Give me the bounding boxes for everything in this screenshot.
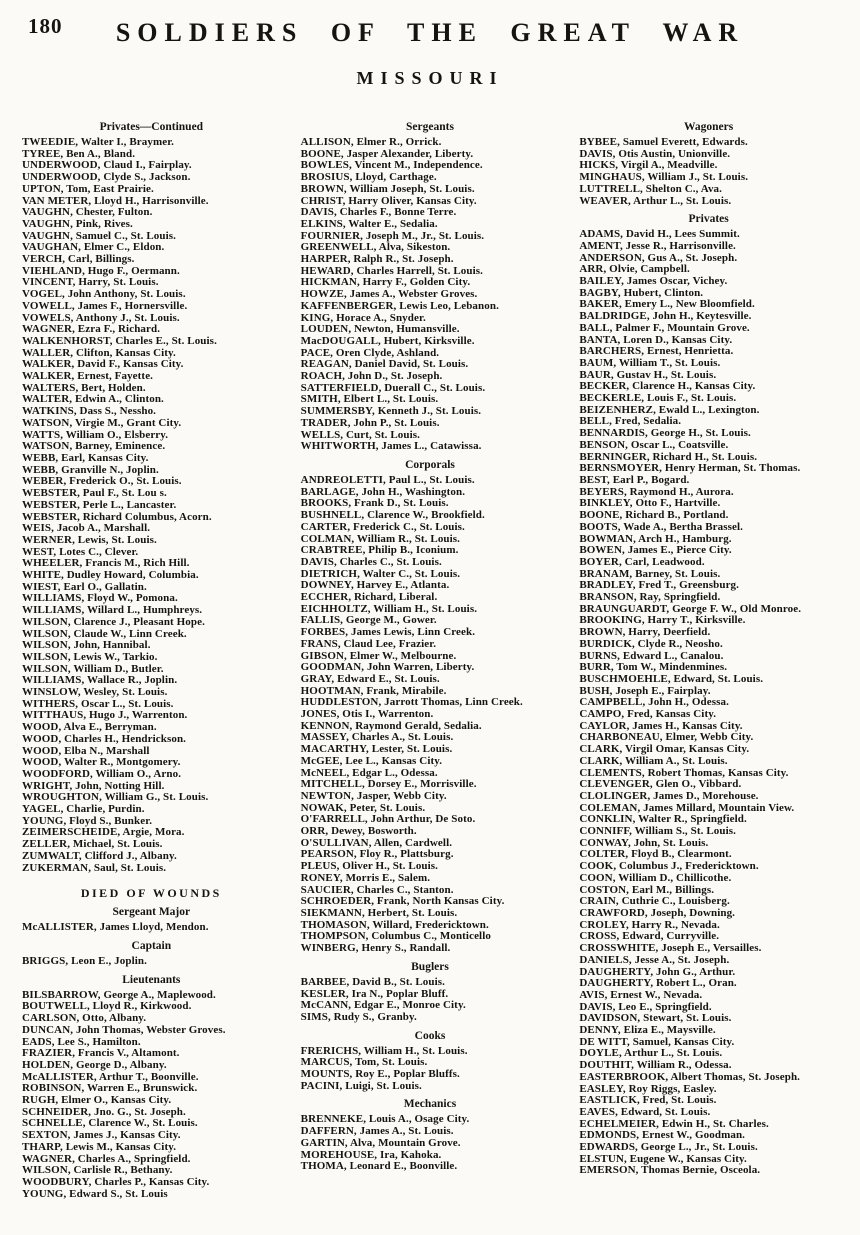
roster-entry: COLMAN, William R., St. Louis.: [300, 532, 461, 545]
roster-entry: BUSHNELL, Clarence W., Brookfield.: [300, 509, 485, 522]
roster-entry: BENSON, Oscar L., Coatsville.: [579, 438, 729, 451]
roster-entry: YOUNG, Floyd S., Bunker.: [22, 814, 153, 827]
column-3: [579, 115, 838, 1177]
roster-entry: BILSBARROW, George A., Maplewood.: [22, 988, 216, 1001]
roster-entry: BELL, Fred, Sedalia.: [579, 415, 682, 428]
roster-entry: DANIELS, Jesse A., St. Joseph.: [579, 953, 730, 966]
roster-entry: UNDERWOOD, Claud I., Fairplay.: [22, 159, 192, 172]
roster-entry: YAGEL, Charlie, Purdin.: [22, 803, 145, 816]
roster-entry: SIMS, Rudy S., Granby.: [300, 1010, 417, 1023]
roster-entry: FRANS, Claud Lee, Frazier.: [300, 637, 437, 650]
roster-entry: DUNCAN, John Thomas, Webster Groves.: [22, 1023, 226, 1036]
roster-entry: KAFFENBERGER, Lewis Leo, Lebanon.: [300, 299, 499, 312]
roster-entry: BURNS, Edward L., Canalou.: [579, 649, 724, 662]
roster-entry: THOMA, Leonard E., Boonville.: [300, 1160, 458, 1173]
roster-entry: WATSON, Virgie M., Grant City.: [22, 416, 182, 429]
roster-entry: WEAVER, Arthur L., St. Louis.: [579, 194, 732, 207]
roster-entry: WALKER, David F., Kansas City.: [22, 358, 184, 371]
roster-entry: BRADLEY, Fred T., Greensburg.: [579, 579, 739, 592]
roster-entry: ELSTUN, Eugene W., Kansas City.: [579, 1152, 747, 1165]
roster-entry: McALLISTER, Arthur T., Boonville.: [22, 1070, 199, 1083]
page-header: [14, 12, 846, 89]
roster-entry: CONKLIN, Walter R., Springfield.: [579, 813, 747, 826]
rank-heading: Buglers: [411, 960, 449, 973]
roster-entry: FALLIS, George M., Gower.: [300, 614, 437, 627]
roster-entry: ZELLER, Michael, St. Louis.: [22, 838, 163, 851]
rank-heading: Privates—Continued: [99, 121, 204, 133]
roster-entry: GARTIN, Alva, Mountain Grove.: [300, 1136, 461, 1149]
roster-entry: BOWEN, James E., Pierce City.: [579, 544, 732, 557]
roster-entry: DOYLE, Arthur L., St. Louis.: [579, 1047, 723, 1060]
roster-entry: ADAMS, David H., Lees Summit.: [579, 228, 740, 241]
roster-entry: ELKINS, Walter E., Sedalia.: [300, 217, 438, 230]
roster-entry: CARLSON, Otto, Albany.: [22, 1012, 147, 1025]
roster-entry: DAVIS, Otis Austin, Unionville.: [579, 147, 731, 160]
roster-entry: UNDERWOOD, Clyde S., Jackson.: [22, 171, 191, 184]
roster-entry: WINSLOW, Wesley, St. Louis.: [22, 686, 168, 699]
roster-entry: McCANN, Edgar E., Monroe City.: [300, 999, 466, 1012]
roster-entry: WEIS, Jacob A., Marshall.: [22, 522, 151, 535]
roster-entry: BEYERS, Raymond H., Aurora.: [579, 485, 734, 498]
roster-entry: WEBSTER, Paul F., St. Lou s.: [22, 487, 167, 500]
roster-entry: BEST, Earl P., Bogard.: [579, 473, 690, 486]
roster-entry: WOOD, Charles H., Hendrickson.: [22, 732, 187, 745]
roster-entry: PACINI, Luigi, St. Louis.: [300, 1079, 422, 1092]
roster-entry: WALKER, Ernest, Fayette.: [22, 370, 154, 383]
rank-heading: Privates: [688, 213, 729, 226]
roster-entry: BECKER, Clarence H., Kansas City.: [579, 380, 756, 393]
roster-entry: SEXTON, James J., Kansas City.: [22, 1129, 181, 1142]
roster-entry: WOODFORD, William O., Arno.: [22, 767, 182, 780]
roster-entry: PACE, Oren Clyde, Ashland.: [300, 346, 440, 359]
roster-entry: UPTON, Tom, East Prairie.: [22, 182, 154, 195]
roster-entry: BOWMAN, Arch H., Hamburg.: [579, 532, 732, 545]
roster-entry: VAUGHN, Chester, Fulton.: [22, 206, 153, 219]
roster-entry: McGEE, Lee L., Kansas City.: [300, 754, 443, 767]
roster-entry: DAVIS, Charles C., St. Louis.: [300, 555, 442, 568]
roster-entry: BAUR, Gustav H., St. Louis.: [579, 368, 717, 381]
roster-entry: ECHELMEIER, Edwin H., St. Charles.: [579, 1117, 769, 1130]
roster-entry: COSTON, Earl M., Billings.: [579, 883, 715, 896]
roster-entry: DAVIS, Charles F., Bonne Terre.: [300, 206, 457, 219]
roster-entry: FRERICHS, William H., St. Louis.: [300, 1044, 468, 1057]
roster-entry: BROWN, Harry, Deerfield.: [579, 626, 711, 639]
rank-heading: Lieutenants: [122, 973, 181, 986]
roster-entry: SCHROEDER, Frank, North Kansas City.: [300, 895, 505, 908]
roster-entry: THARP, Lewis M., Kansas City.: [22, 1140, 177, 1153]
roster-entry: BRANAM, Barney, St. Louis.: [579, 567, 721, 580]
roster-entry: DIETRICH, Walter C., St. Louis.: [300, 567, 461, 580]
roster-entry: BAUM, William T., St. Louis.: [579, 356, 721, 369]
roster-entry: KENNON, Raymond Gerald, Sedalia.: [300, 719, 482, 732]
roster-entry: WILSON, John, Hannibal.: [22, 639, 151, 652]
roster-entry: VAUGHAN, Elmer C., Eldon.: [22, 241, 165, 254]
roster-entry: BOUTWELL, Lloyd R., Kirkwood.: [22, 1000, 192, 1013]
roster-entry: WITTHAUS, Hugo J., Warrenton.: [22, 709, 188, 722]
roster-entry: HARPER, Ralph R., St. Joseph.: [300, 253, 454, 266]
roster-entry: BROSIUS, Lloyd, Carthage.: [300, 171, 437, 184]
roster-entry: HOWZE, James A., Webster Groves.: [300, 288, 478, 301]
roster-entry: LUTTRELL, Shelton C., Ava.: [579, 182, 723, 195]
roster-entry: TYREE, Ben A., Bland.: [22, 147, 136, 160]
roster-entry: HOOTMAN, Frank, Mirabile.: [300, 684, 447, 697]
roster-entry: MASSEY, Charles A., St. Louis.: [300, 731, 454, 744]
roster-entry: WILSON, William D., Butler.: [22, 662, 164, 675]
roster-entry: CAYLOR, James H., Kansas City.: [579, 719, 743, 732]
roster-entry: CLOLINGER, James D., Morehouse.: [579, 789, 759, 802]
roster-entry: CRAWFORD, Joseph, Downing.: [579, 907, 736, 919]
roster-entry: McALLISTER, James Lloyd, Mendon.: [22, 921, 209, 934]
roster-entry: WINBERG, Henry S., Randall.: [300, 942, 451, 955]
roster-entry: BALDRIDGE, John H., Keytesville.: [579, 310, 752, 323]
roster-entry: VAUGHN, Samuel C., St. Louis.: [22, 229, 176, 242]
roster-entry: BENNARDIS, George H., St. Louis.: [579, 427, 751, 440]
roster-entry: BARLAGE, John H., Washington.: [300, 485, 466, 498]
roster-entry: WALKENHORST, Charles E., St. Louis.: [22, 334, 217, 347]
roster-entry: BARCHERS, Ernest, Henrietta.: [579, 345, 734, 358]
roster-entry: REAGAN, Daniel David, St. Louis.: [300, 358, 469, 371]
roster-entry: BRANSON, Ray, Springfield.: [579, 591, 721, 604]
page-number: 180: [28, 14, 63, 38]
roster-entry: CRABTREE, Philip B., Iconium.: [300, 544, 459, 557]
roster-entry: WHITWORTH, James L., Catawissa.: [300, 440, 482, 453]
roster-entry: WATKINS, Dass S., Nessho.: [22, 405, 157, 418]
roster-entry: KING, Horace A., Snyder.: [300, 311, 426, 324]
roster-entry: WILSON, Clarence J., Pleasant Hope.: [22, 615, 205, 628]
roster-entry: WOODBURY, Charles P., Kansas City.: [22, 1175, 210, 1188]
roster-entry: ZUMWALT, Clifford J., Albany.: [22, 849, 177, 862]
roster-entry: RUGH, Elmer O., Kansas City.: [22, 1094, 172, 1107]
roster-entry: BROOKING, Harry T., Kirksville.: [579, 614, 746, 627]
rank-heading: Wagoners: [684, 121, 734, 133]
roster-entry: BERNSMOYER, Henry Herman, St. Thomas.: [579, 462, 801, 475]
roster-entry: BECKERLE, Louis F., St. Louis.: [579, 392, 737, 405]
roster-entry: RONEY, Morris E., Salem.: [300, 871, 431, 884]
roster-entry: BRAUNGUARDT, George F. W., Old Monroe.: [579, 602, 802, 615]
roster-entry: YOUNG, Edward S., St. Louis: [22, 1187, 168, 1200]
roster-entry: DAUGHERTY, Robert L., Oran.: [579, 977, 737, 990]
roster-entry: VAUGHN, Pink, Rives.: [22, 217, 133, 230]
roster-entry: WALTERS, Bert, Holden.: [22, 381, 146, 394]
roster-entry: EASLEY, Roy Riggs, Easley.: [579, 1082, 717, 1095]
roster-entry: WILLIAMS, Willard L., Humphreys.: [22, 604, 203, 617]
roster-entry: BROWN, William Joseph, St. Louis.: [300, 182, 475, 195]
column-2: [301, 115, 560, 1173]
roster-entry: BEIZENHERZ, Ewald L., Lexington.: [579, 403, 760, 416]
roster-entry: VIEHLAND, Hugo F., Oermann.: [22, 264, 180, 277]
column-1: [22, 115, 281, 1200]
roster-entry: SCHNEIDER, Jno. G., St. Joseph.: [22, 1105, 186, 1118]
roster-entry: MITCHELL, Dorsey E., Morrisville.: [300, 778, 477, 791]
roster-entry: CAMPBELL, John H., Odessa.: [579, 696, 729, 709]
roster-entry: ROACH, John D., St. Joseph.: [300, 370, 443, 383]
roster-entry: DAFFERN, James A., St. Louis.: [300, 1125, 454, 1138]
roster-entry: WOOD, Elba N., Marshall: [22, 744, 150, 757]
roster-entry: CLARK, Virgil Omar, Kansas City.: [579, 743, 750, 756]
roster-entry: WEBER, Frederick O., St. Louis.: [22, 475, 182, 488]
roster-entry: ANDREOLETTI, Paul L., St. Louis.: [300, 473, 475, 486]
roster-entry: VERCH, Carl, Billings.: [22, 253, 135, 266]
roster-entry: BALL, Palmer F., Mountain Grove.: [579, 321, 750, 334]
rank-heading: Captain: [131, 940, 172, 952]
rank-heading: Sergeants: [406, 121, 454, 133]
roster-entry: SIEKMANN, Herbert, St. Louis.: [300, 907, 458, 919]
roster-entry: WILLIAMS, Wallace R., Joplin.: [22, 674, 178, 687]
roster-entry: BROOKS, Frank D., St. Louis.: [300, 497, 449, 510]
roster-entry: BAGBY, Hubert, Clinton.: [579, 286, 704, 299]
roster-entry: CRAIN, Cuthrie C., Louisberg.: [579, 895, 730, 908]
roster-entry: EAVES, Edward, St. Louis.: [579, 1105, 711, 1118]
rank-heading: Mechanics: [403, 1098, 457, 1111]
roster-entry: WHEELER, Francis M., Rich Hill.: [22, 557, 190, 570]
roster-entry: BERNINGER, Richard H., St. Louis.: [579, 450, 758, 463]
roster-entry: WALTER, Edwin A., Clinton.: [22, 393, 164, 406]
roster-entry: THOMPSON, Columbus C., Monticello: [300, 930, 491, 943]
roster-entry: GOODMAN, John Warren, Liberty.: [300, 661, 475, 674]
roster-columns: [14, 115, 846, 1200]
roster-entry: WEBB, Earl, Kansas City.: [22, 451, 149, 464]
roster-entry: GRAY, Edward E., St. Louis.: [300, 672, 440, 685]
roster-entry: WEST, Lotes C., Clever.: [22, 545, 139, 558]
roster-entry: O'SULLIVAN, Allen, Cardwell.: [300, 836, 453, 849]
roster-entry: WELLS, Curt, St. Louis.: [300, 428, 421, 441]
roster-entry: WILSON, Carlisle R., Bethany.: [22, 1164, 173, 1177]
roster-entry: HOLDEN, George D., Albany.: [22, 1058, 167, 1071]
roster-entry: WERNER, Lewis, St. Louis.: [22, 533, 157, 546]
state-heading: MISSOURI: [356, 68, 504, 88]
roster-entry: BAILEY, James Oscar, Vichey.: [579, 275, 728, 288]
roster-entry: JONES, Otis I., Warrenton.: [300, 708, 434, 721]
roster-entry: WILLIAMS, Floyd W., Pomona.: [22, 592, 178, 605]
roster-entry: TWEEDIE, Walter I., Braymer.: [22, 136, 175, 148]
roster-entry: CLARK, William A., St. Louis.: [579, 754, 728, 767]
roster-entry: WEBSTER, Richard Columbus, Acorn.: [22, 510, 212, 523]
roster-entry: HICKMAN, Harry F., Golden City.: [300, 276, 471, 289]
roster-entry: VOWELS, Anthony J., St. Louis.: [22, 311, 180, 324]
roster-entry: WHITE, Dudley Howard, Columbia.: [22, 569, 199, 582]
roster-entry: BANTA, Loren D., Kansas City.: [579, 333, 733, 346]
roster-entry: AVIS, Ernest W., Nevada.: [579, 988, 703, 1001]
roster-entry: ORR, Dewey, Bosworth.: [300, 825, 417, 838]
roster-entry: NEWTON, Jasper, Webb City.: [300, 789, 447, 802]
roster-entry: ARR, Olvie, Campbell.: [579, 263, 690, 276]
book-title: SOLDIERS OF THE GREAT WAR: [115, 18, 745, 47]
roster-entry: EASTERBROOK, Albert Thomas, St. Joseph.: [579, 1070, 801, 1083]
roster-entry: VINCENT, Harry, St. Louis.: [22, 276, 159, 289]
roster-entry: MINGHAUS, William J., St. Louis.: [579, 171, 749, 184]
roster-entry: DENNY, Eliza E., Maysville.: [579, 1024, 716, 1037]
roster-entry: SCHNELLE, Clarence W., St. Louis.: [22, 1117, 198, 1130]
roster-entry: PEARSON, Floy R., Plattsburg.: [300, 848, 454, 861]
roster-entry: CLEVENGER, Glen O., Vibbard.: [579, 778, 742, 791]
roster-entry: COLTER, Floyd B., Clearmont.: [579, 848, 732, 861]
roster-entry: CLEMENTS, Robert Thomas, Kansas City.: [579, 766, 789, 779]
roster-entry: BOOTS, Wade A., Bertha Brassel.: [579, 520, 743, 533]
roster-entry: BAKER, Emery L., New Bloomfield.: [579, 298, 755, 311]
roster-entry: MACARTHY, Lester, St. Louis.: [300, 743, 453, 756]
roster-entry: WOOD, Alva E., Berryman.: [22, 721, 157, 734]
roster-entry: BURR, Tom W., Mindenmines.: [579, 661, 728, 674]
roster-entry: SMITH, Elbert L., St. Louis.: [300, 393, 439, 406]
roster-entry: EADS, Lee S., Hamilton.: [22, 1035, 141, 1048]
rank-heading: Sergeant Major: [112, 906, 191, 919]
roster-entry: WITHERS, Oscar L., St. Louis.: [22, 697, 174, 710]
roster-entry: BOONE, Jasper Alexander, Liberty.: [300, 147, 474, 160]
section-heading: DIED OF WOUNDS: [80, 886, 222, 901]
roster-entry: BOYER, Carl, Leadwood.: [579, 555, 705, 568]
roster-entry: CROSS, Edward, Curryville.: [579, 930, 720, 943]
roster-entry: CONNIFF, William S., St. Louis.: [579, 825, 736, 838]
roster-entry: EDWARDS, George L., Jr., St. Louis.: [579, 1141, 758, 1154]
roster-entry: DAVIS, Leo E., Springfield.: [579, 1000, 712, 1013]
roster-entry: ROBINSON, Warren E., Brunswick.: [22, 1082, 198, 1095]
roster-entry: COLEMAN, James Millard, Mountain View.: [579, 801, 795, 814]
roster-entry: WIEST, Earl O., Gallatin.: [22, 580, 147, 593]
roster-entry: WATTS, William O., Elsberry.: [22, 428, 169, 441]
roster-entry: EASTLICK, Fred, St. Louis.: [579, 1094, 717, 1107]
roster-entry: VOGEL, John Anthony, St. Louis.: [22, 288, 186, 301]
roster-entry: MOUNTS, Roy E., Poplar Bluffs.: [300, 1068, 460, 1081]
roster-entry: TRADER, John P., St. Louis.: [300, 416, 440, 429]
roster-entry: DOWNEY, Harvey E., Atlanta.: [300, 579, 450, 592]
roster-entry: HICKS, Virgil A., Meadville.: [579, 159, 718, 172]
roster-entry: WRIGHT, John, Notting Hill.: [22, 779, 165, 792]
roster-entry: ALLISON, Elmer R., Orrick.: [300, 136, 442, 148]
roster-entry: VAN METER, Lloyd H., Harrisonville.: [22, 194, 209, 207]
roster-entry: ECCHER, Richard, Liberal.: [300, 591, 438, 604]
roster-entry: LOUDEN, Newton, Humansville.: [300, 323, 460, 336]
roster-entry: BUSCHMOEHLE, Edward, St. Louis.: [579, 672, 764, 685]
roster-entry: WATSON, Barney, Eminence.: [22, 440, 166, 453]
roster-entry: FOURNIER, Joseph M., Jr., St. Louis.: [300, 229, 485, 242]
roster-entry: EICHHOLTZ, William H., St. Louis.: [300, 602, 478, 615]
roster-entry: ANDERSON, Gus A., St. Joseph.: [579, 251, 738, 264]
roster-entry: EDMONDS, Ernest W., Goodman.: [579, 1129, 746, 1142]
roster-entry: COON, William D., Chillicothe.: [579, 871, 732, 884]
roster-entry: MacDOUGALL, Hubert, Kirksville.: [300, 334, 475, 347]
roster-entry: THOMASON, Willard, Fredericktown.: [300, 918, 489, 931]
roster-entry: EMERSON, Thomas Bernie, Osceola.: [579, 1164, 761, 1177]
roster-entry: BRIGGS, Leon E., Joplin.: [22, 955, 147, 967]
roster-entry: BINKLEY, Otto F., Hartville.: [579, 497, 721, 510]
roster-entry: GREENWELL, Alva, Sikeston.: [300, 241, 451, 254]
roster-entry: CONWAY, John, St. Louis.: [579, 836, 709, 849]
roster-entry: CROLEY, Harry R., Nevada.: [579, 918, 720, 931]
roster-entry: BRENNEKE, Louis A., Osage City.: [300, 1113, 470, 1126]
roster-entry: WEBB, Granville N., Joplin.: [22, 463, 159, 476]
roster-entry: MOREHOUSE, Ira, Kahoka.: [300, 1148, 442, 1161]
rank-heading: Corporals: [405, 458, 455, 471]
roster-entry: BARBEE, David B., St. Louis.: [300, 975, 445, 988]
roster-entry: DAUGHERTY, John G., Arthur.: [579, 965, 736, 978]
roster-entry: DOUTHIT, William R., Odessa.: [579, 1059, 732, 1072]
roster-entry: CARTER, Frederick C., St. Louis.: [300, 520, 465, 533]
roster-entry: COOK, Columbus J., Fredericktown.: [579, 860, 759, 873]
roster-entry: AMENT, Jesse R., Harrisonville.: [579, 239, 736, 252]
roster-entry: BOWLES, Vincent M., Independence.: [300, 159, 483, 172]
roster-entry: DE WITT, Samuel, Kansas City.: [579, 1035, 735, 1048]
roster-entry: BYBEE, Samuel Everett, Edwards.: [579, 136, 748, 148]
roster-entry: CHARBONEAU, Elmer, Webb City.: [579, 731, 754, 744]
roster-entry: BOONE, Richard B., Portland.: [579, 509, 729, 522]
roster-entry: WEBSTER, Perle L., Lancaster.: [22, 498, 177, 511]
roster-entry: WILSON, Claude W., Linn Creek.: [22, 627, 187, 640]
roster-entry: HUDDLESTON, Jarrott Thomas, Linn Creek.: [300, 696, 523, 709]
roster-entry: FRAZIER, Francis V., Altamont.: [22, 1047, 180, 1060]
roster-entry: BUSH, Joseph E., Fairplay.: [579, 684, 711, 697]
roster-entry: VOWELL, James F., Hornersville.: [22, 299, 188, 312]
roster-entry: WILSON, Lewis W., Tarkio.: [22, 650, 158, 663]
roster-entry: CAMPO, Fred, Kansas City.: [579, 708, 717, 721]
roster-entry: WAGNER, Charles A., Springfield.: [22, 1152, 191, 1165]
roster-entry: O'FARRELL, John Arthur, De Soto.: [300, 813, 476, 826]
roster-entry: GIBSON, Elmer W., Melbourne.: [300, 649, 457, 662]
roster-entry: ZEIMERSCHEIDE, Argie, Mora.: [22, 826, 185, 839]
roster-entry: CHRIST, Harry Oliver, Kansas City.: [300, 194, 477, 207]
roster-entry: FORBES, James Lewis, Linn Creek.: [300, 626, 476, 639]
roster-entry: SAUCIER, Charles C., Stanton.: [300, 883, 454, 896]
roster-entry: DAVIDSON, Stewart, St. Louis.: [579, 1012, 732, 1025]
roster-entry: WALLER, Clifton, Kansas City.: [22, 346, 176, 359]
roster-entry: HEWARD, Charles Harrell, St. Louis.: [300, 264, 484, 277]
roster-entry: PLEUS, Oliver H., St. Louis.: [300, 860, 439, 873]
roster-entry: KESLER, Ira N., Poplar Bluff.: [300, 987, 449, 1000]
roster-entry: McNEEL, Edgar L., Odessa.: [300, 766, 438, 779]
roster-entry: WOOD, Walter R., Montgomery.: [22, 756, 181, 769]
roster-entry: BURDICK, Clyde R., Neosho.: [579, 637, 723, 650]
roster-entry: CROSSWHITE, Joseph E., Versailles.: [579, 942, 762, 955]
roster-entry: WROUGHTON, William G., St. Louis.: [22, 791, 209, 804]
rank-heading: Cooks: [414, 1029, 446, 1042]
roster-entry: WAGNER, Ezra F., Richard.: [22, 323, 161, 336]
roster-entry: SATTERFIELD, Duerall C., St. Louis.: [300, 381, 486, 394]
roster-entry: ZUKERMAN, Saul, St. Louis.: [22, 861, 167, 874]
roster-entry: MARCUS, Tom, St. Louis.: [300, 1056, 428, 1069]
roster-entry: SUMMERSBY, Kenneth J., St. Louis.: [300, 405, 482, 418]
roster-entry: NOWAK, Peter, St. Louis.: [300, 801, 426, 814]
